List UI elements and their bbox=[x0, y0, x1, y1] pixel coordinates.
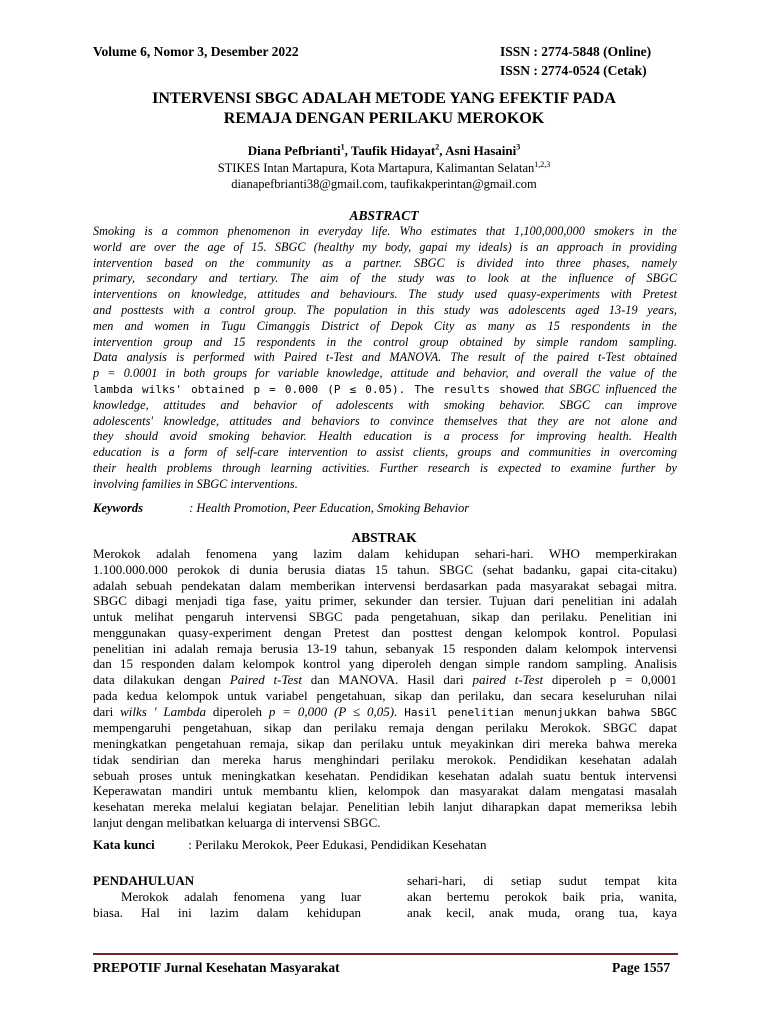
abstract-line: education is a form of self-care intervention to assist clients, groups and communities in overcoming bbox=[93, 445, 677, 460]
abstract-line bbox=[93, 382, 677, 398]
abstrak-line: Keperawatan mandiri untuk membantu klien, kelompok dan masyarakat dalam mengatasi masalah bbox=[93, 783, 677, 799]
abstrak-run-italic: paired t-Test bbox=[472, 672, 544, 687]
abstract-heading bbox=[0, 208, 768, 224]
affiliation-text: STIKES Intan Martapura, Kota Martapura, Kalimantan Selatan bbox=[217, 161, 535, 175]
abstrak-line bbox=[93, 704, 677, 721]
abstract-line: Smoking is a common phenomenon in everyday life. Who estimates that 1,100,000,000 smokers in the bbox=[93, 224, 677, 238]
abstrak-run-italic: Paired t-Test bbox=[229, 672, 302, 687]
abstrak-line: untuk melihat pengaruh intervensi SBGC pada pengetahuan, sikap dan perilaku. Penelitian ini bbox=[93, 609, 677, 624]
affiliation-sup: 1,2,3 bbox=[534, 159, 551, 169]
keywords-label: Keywords bbox=[93, 501, 143, 515]
abstrak-run: dari bbox=[93, 703, 121, 719]
intro-line: biasa. Hal ini lazim dalam kehidupan bbox=[93, 904, 361, 920]
abstrak-line: pada kedua kelompok untuk variabel pengetahuan, sikap dan perilaku, dan secara keseluruhan nilai bbox=[93, 687, 677, 703]
author-name: Asni Hasaini bbox=[445, 143, 517, 158]
abstrak-line: mempengaruhi pengetahuan, sikap dan perilaku remaja dengan perilaku Merokok. SBGC dapat bbox=[93, 720, 677, 736]
abstrak-run: diperoleh p = 0,0001 bbox=[543, 672, 677, 687]
affiliation bbox=[0, 161, 768, 176]
abstrak-line: tidak sendirian dan mereka harus menghindari perilaku merokok. Pendidikan kesehatan adalah bbox=[93, 751, 677, 767]
abstrak-line: sebuah proses untuk meningkatkan kesehatan. Pendidikan kesehatan adalah suatu bentuk intervensi bbox=[93, 767, 677, 783]
footer-rule bbox=[93, 953, 678, 955]
abstrak-line: lanjut dengan melibatkan keluarga di intervensi SBGC. bbox=[93, 814, 381, 830]
abstract-mono-run: lambda wilks' obtained p = 0.000 (P ≤ 0.05). The results showed bbox=[93, 382, 540, 396]
paper-title-line-2: REMAJA DENGAN PERILAKU MEROKOK bbox=[223, 110, 545, 127]
abstract-line: intervention based on the community as a partner. SBGC is divided into three phases, namely bbox=[93, 255, 677, 270]
footer-journal-name: PREPOTIF Jurnal Kesehatan Masyarakat bbox=[93, 960, 340, 975]
pendahuluan-heading: PENDAHULUAN bbox=[93, 873, 195, 888]
author-sup: 1 bbox=[340, 142, 345, 152]
abstract-line-rest: that SBGC influenced the bbox=[544, 381, 677, 396]
abstract-line: Data analysis is performed with Paired t-Test and MANOVA. The result of the paired t-Test obtained bbox=[93, 350, 677, 365]
author-list: Diana Pefbrianti$^1$, Taufik Hidayat$^2$, Asni Hasaini$^3$ bbox=[247, 142, 521, 158]
author-sup: 3 bbox=[516, 142, 521, 152]
intro-line: anak kecil, anak muda, orang tua, kaya bbox=[407, 904, 677, 920]
abstract-heading-text: ABSTRACT bbox=[349, 208, 419, 223]
abstract-line: men and women in Tugu Cimanggis District of Depok City as many as 15 respondents in the bbox=[93, 318, 677, 333]
abstrak-line: dan 15 responden dalam kelompok kontrol yang diperoleh dengan simple random sampling. Analisis bbox=[93, 656, 677, 672]
abstrak-line: menggunakan quasy-experiment dengan Pretest dan posttest dengan kelompok kontrol. Populasi bbox=[93, 624, 677, 640]
issn-online: ISSN : 2774-5848 (Online) bbox=[500, 44, 652, 59]
abstract-line: involving families in SBGC interventions. bbox=[93, 476, 298, 491]
abstract-line: world are over the age of 15. SBGC (healthy my body, gapai my ideals) is an approach in providing bbox=[93, 239, 677, 254]
abstrak-line: meningkatkan pengetahuan remaja, sikap dan perilaku untuk meyakinkan diri mereka bahwa mereka bbox=[93, 736, 677, 751]
abstract-line: knowledge, attitudes and behavior of adolescents with smoking behavior. SBGC can improve bbox=[93, 397, 677, 412]
author-name: Taufik Hidayat bbox=[350, 143, 436, 158]
author-sup: 2 bbox=[435, 142, 440, 152]
abstract-line: adolescents' knowledge, attitudes and behaviors to convince themselves that they are not alone and bbox=[93, 413, 677, 428]
abstract-line: intervention group and 15 respondents in the control group obtained by simple random sampling. bbox=[93, 334, 677, 349]
abstract-line: p = 0.0001 in both groups for variable knowledge, attitude and behavior, and overall the value of the bbox=[93, 366, 677, 381]
abstrak-line: kesehatan mereka melalui kegiatan belajar. Penelitian lebih lanjut diharapkan dapat memeriksa lebih bbox=[93, 799, 677, 814]
keywords-value: : Health Promotion, Peer Education, Smoking Behavior bbox=[189, 501, 470, 515]
footer-page-number: Page 1557 bbox=[612, 960, 671, 975]
abstrak-run-italic: wilks ' Lambda bbox=[120, 703, 206, 719]
issn-print: ISSN : 2774-0524 (Cetak) bbox=[500, 63, 647, 78]
abstrak-run-italic: p = 0,000 (P ≤ 0,05). bbox=[268, 703, 398, 719]
author-name: Diana Pefbrianti bbox=[247, 143, 341, 158]
abstrak-line bbox=[93, 672, 677, 688]
abstract-line: primary, secondary and tertiary. The aim of the study was to look at the influence of SBGC bbox=[93, 271, 677, 286]
abstrak-mono-run: Hasil penelitian menunjukkan bahwa SBGC bbox=[404, 705, 678, 719]
abstract-line: they should avoid smoking behavior. Health education is a process for improving health. Health bbox=[93, 429, 677, 444]
kata-kunci-value: : Perilaku Merokok, Peer Edukasi, Pendidikan Kesehatan bbox=[188, 837, 487, 852]
abstrak-run: dan MANOVA. Hasil dari bbox=[301, 672, 473, 687]
abstrak-run: diperoleh bbox=[206, 703, 269, 719]
journal-volume: Volume 6, Nomor 3, Desember 2022 bbox=[93, 44, 299, 59]
abstrak-body bbox=[93, 546, 677, 831]
intro-line-text: Merokok adalah fenomena yang luar bbox=[121, 888, 361, 904]
abstract-line: interventions on knowledge, attitudes and behaviours. The study used quasy-experiments with Pretest bbox=[93, 287, 677, 302]
intro-line bbox=[93, 889, 361, 905]
abstrak-line: Merokok adalah fenomena yang lazim dalam kehidupan sehari-hari. WHO memperkirakan bbox=[93, 546, 677, 561]
abstrak-heading: ABSTRAK bbox=[351, 530, 417, 545]
abstrak-line: adalah sebuah pendekatan dalam memberikan intervensi berdasarkan pada masyarakat sebagai mitra. bbox=[93, 577, 677, 593]
paper-title bbox=[0, 89, 768, 129]
abstract-line: and posttests with a control group. The population in this study was adolescents aged 13-19 years, bbox=[93, 302, 677, 317]
abstrak-run: data dilakukan dengan bbox=[93, 672, 230, 687]
keywords-row bbox=[93, 501, 683, 516]
abstrak-line: SBGC dibagi menjadi tiga fase, yaitu primer, sekunder dan tersier. Tujuan dari penelitian ini adalah bbox=[93, 593, 677, 609]
intro-line: sehari-hari, di setiap sudut tempat kita bbox=[407, 873, 677, 888]
intro-left-column bbox=[93, 873, 361, 920]
abstract-line: their health problems through learning activities. Further research is expected to examine further by bbox=[93, 460, 677, 475]
intro-right-column bbox=[407, 873, 677, 920]
abstrak-line: penelitian ini adalah remaja berusia 13-19 tahun, sebanyak 15 responden dalam kelompok intervensi bbox=[93, 640, 677, 656]
kata-kunci-label: Kata kunci bbox=[93, 837, 155, 852]
abstrak-line: 1.100.000.000 perokok di dunia berusia diatas 15 tahun. SBGC (sehat badanku, gapai cita-citaku) bbox=[93, 561, 677, 577]
abstract-body bbox=[93, 224, 677, 493]
author-emails: dianapefbrianti38@gmail.com, taufikakperintan@gmail.com bbox=[231, 177, 537, 191]
intro-line: akan bertemu perokok baik pria, wanita, bbox=[407, 888, 677, 904]
paper-title-line-1: INTERVENSI SBGC ADALAH METODE YANG EFEKTIF PADA bbox=[152, 90, 616, 107]
kata-kunci-row bbox=[93, 837, 683, 853]
